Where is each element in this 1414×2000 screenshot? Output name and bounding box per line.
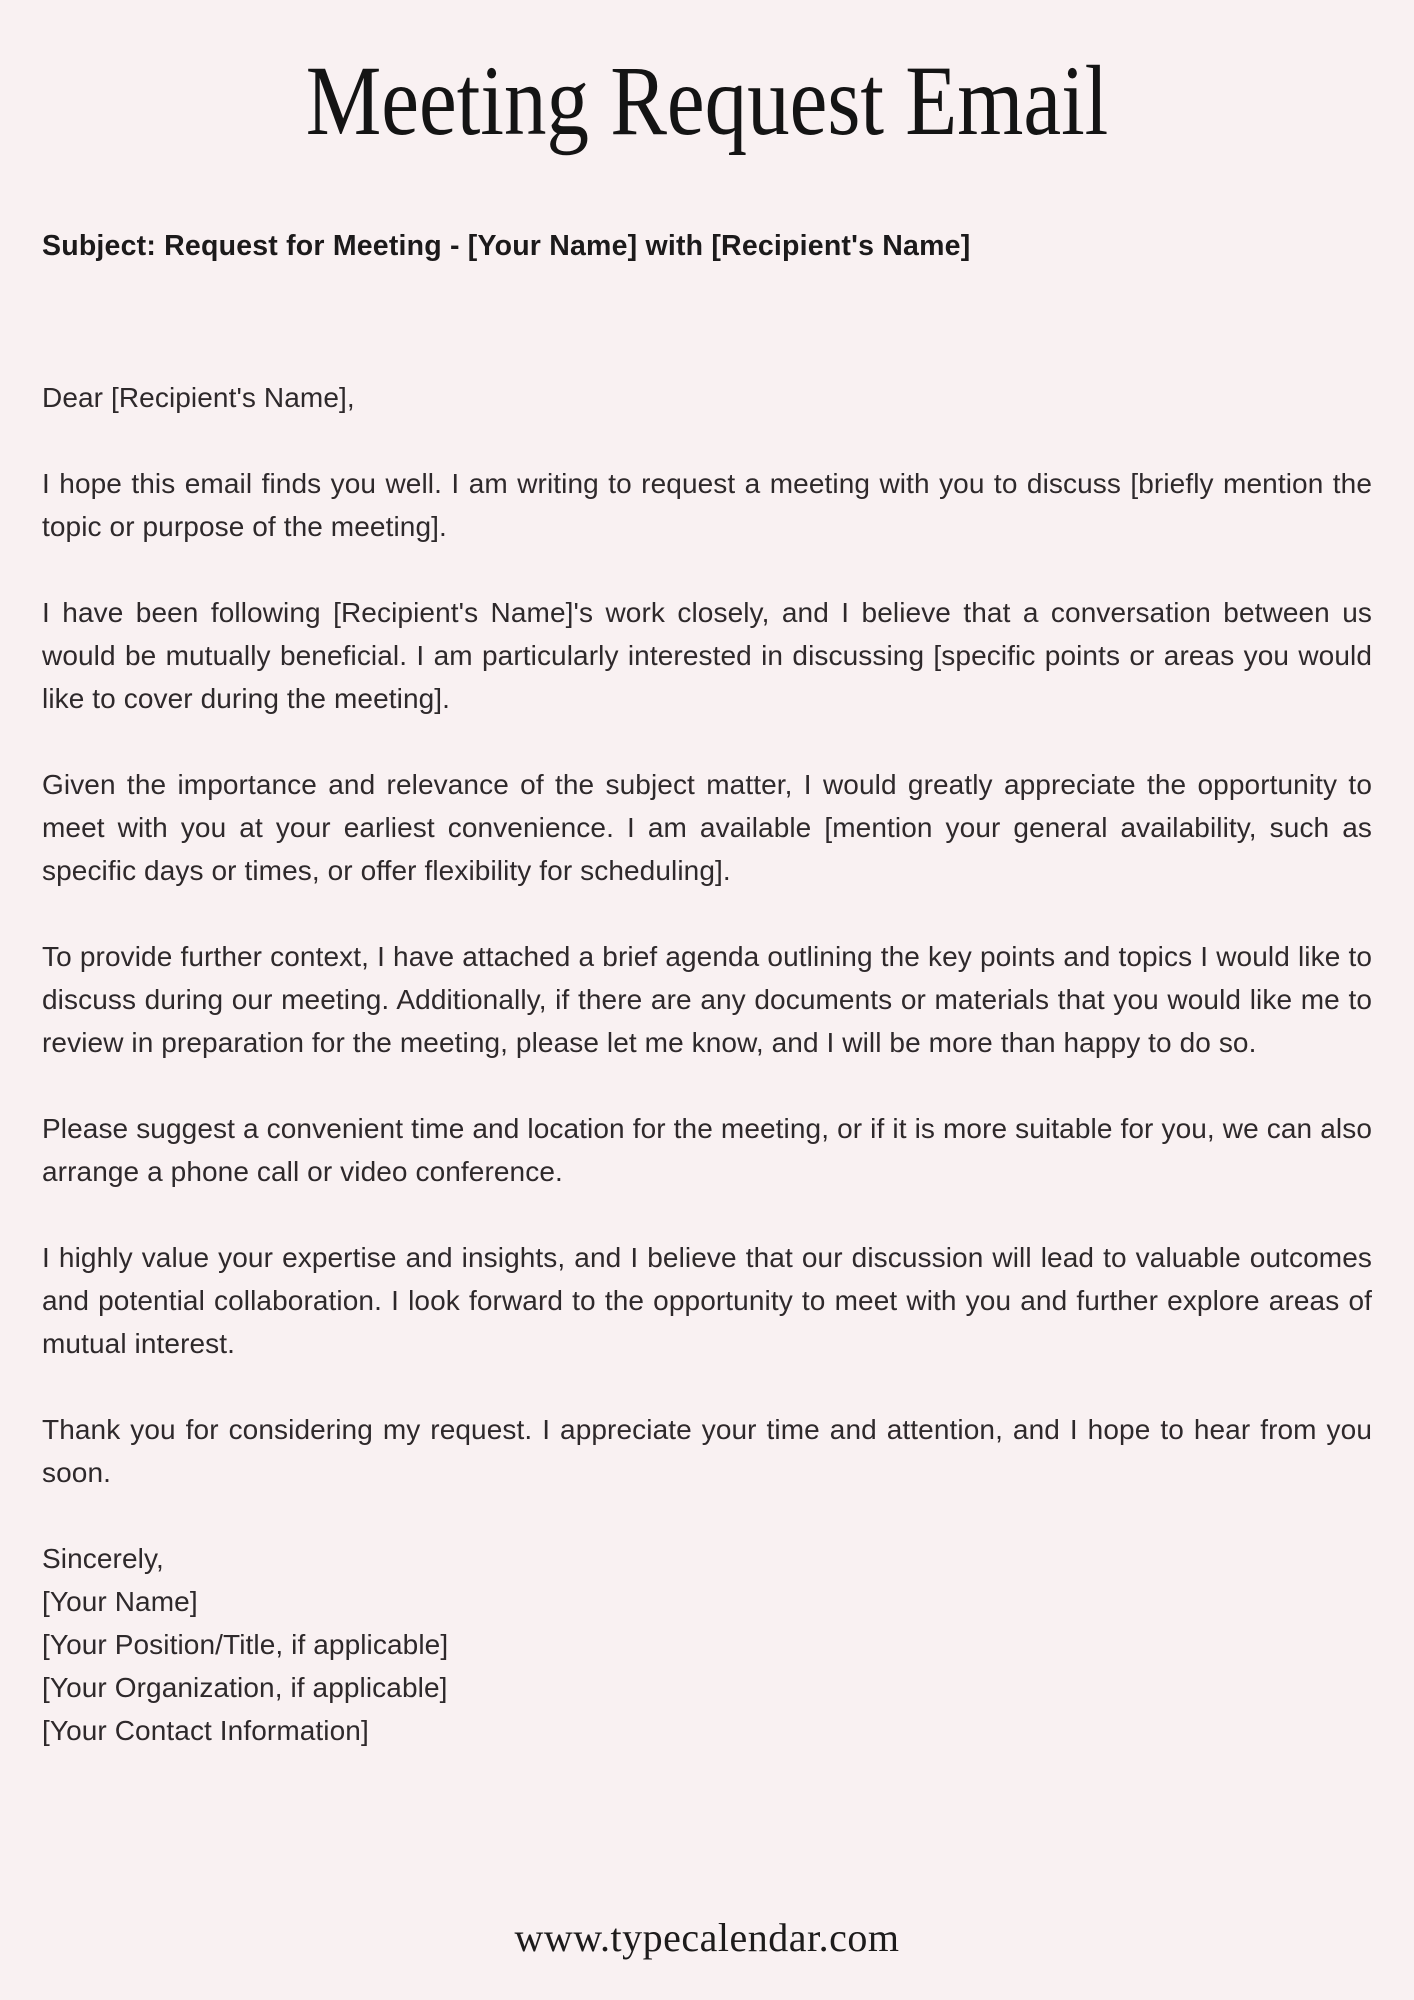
- signature-organization: [Your Organization, if applicable]: [42, 1672, 448, 1703]
- signature-contact: [Your Contact Information]: [42, 1715, 369, 1746]
- paragraph-2: I have been following [Recipient's Name]'s work closely, and I believe that a conversation between us would be mutually beneficial. I am particularly interested in discussing [specific points or areas you would like to cover during the meeting].: [42, 597, 1372, 714]
- signature-name: [Your Name]: [42, 1586, 198, 1617]
- signature-block: [42, 1580, 1372, 1752]
- signature-position: [Your Position/Title, if applicable]: [42, 1629, 449, 1660]
- paragraph-5: Please suggest a convenient time and location for the meeting, or if it is more suitable for you, we can also arrange a phone call or video conference.: [42, 1113, 1372, 1187]
- salutation: Dear [Recipient's Name],: [42, 382, 355, 413]
- subject-line: Subject: Request for Meeting - [Your Name] with [Recipient's Name]: [42, 230, 971, 262]
- paragraph-4: To provide further context, I have attached a brief agenda outlining the key points and topics I would like to discuss during our meeting. Additionally, if there are any documents or materials that you would like me to review in preparation for the meeting, please let me know, and I will be more than happy to do so.: [42, 941, 1372, 1058]
- page-title: Meeting Request Email: [305, 45, 1109, 156]
- closing: Sincerely,: [42, 1543, 164, 1574]
- paragraph-7: Thank you for considering my request. I appreciate your time and attention, and I hope to hear from you soon.: [42, 1414, 1372, 1488]
- website-footer: www.typecalendar.com: [514, 1915, 900, 1960]
- paragraph-6: I highly value your expertise and insights, and I believe that our discussion will lead to valuable outcomes and potential collaboration. I look forward to the opportunity to meet with you and further explore areas of mutual interest.: [42, 1242, 1372, 1359]
- paragraph-3: Given the importance and relevance of the subject matter, I would greatly appreciate the opportunity to meet with you at your earliest convenience. I am available [mention your general availability, such as specific days or times, or offer flexibility for scheduling].: [42, 769, 1372, 886]
- paragraph-1: I hope this email finds you well. I am writing to request a meeting with you to discuss [briefly mention the topic or purpose of the meeting].: [42, 468, 1372, 542]
